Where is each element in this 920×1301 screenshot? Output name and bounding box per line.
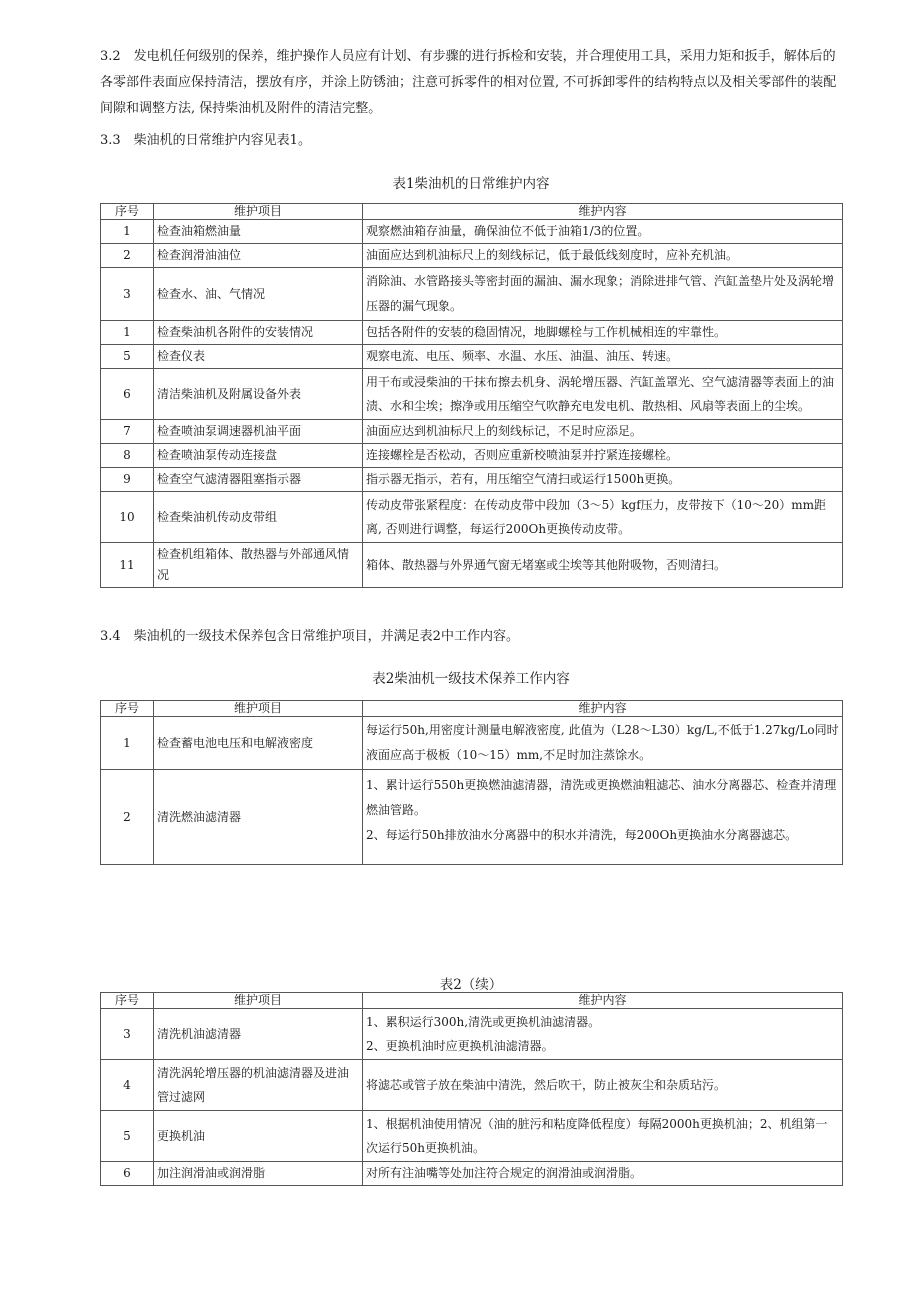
row-item: 清洗燃油滤清器 [154, 770, 363, 865]
row-item: 检查油箱燃油量 [154, 220, 363, 244]
row-item: 检查润滑油油位 [154, 244, 363, 268]
header-content: 维护内容 [363, 993, 843, 1009]
row-content: 指示器无指示，若有，用压缩空气清扫或运行1500h更换。 [363, 468, 843, 492]
table-header-row [101, 204, 843, 220]
row-content: 连接螺栓是否松动，否则应重新校喷油泵并拧紧连接螺栓。 [363, 444, 843, 468]
row-no: 8 [101, 444, 154, 468]
row-item: 更换机油 [154, 1111, 363, 1162]
row-content: 观察电流、电压、频率、水温、水压、油温、油压、转速。 [363, 345, 843, 369]
table-row [101, 1060, 843, 1111]
header-no: 序号 [101, 204, 154, 220]
table-row [101, 345, 843, 369]
row-content: 传动皮带张紧程度：在传动皮带中段加（3～5）kgf压力，皮带按下（10～20）mm距离, 否则进行调整，每运行200Oh更换传动皮带。 [363, 492, 843, 543]
row-no: 3 [101, 1009, 154, 1060]
paragraph-3-4: 3.4 柴油机的一级技术保养包含日常维护项目，并满足表2中工作内容。 [100, 629, 519, 644]
row-no: 9 [101, 468, 154, 492]
row-no: 4 [101, 1060, 154, 1111]
header-item: 维护项目 [154, 993, 363, 1009]
row-content [363, 1009, 843, 1060]
content-line: 2、每运行50h排放油水分离器中的积水并清洗，每200Oh更换油水分离器滤芯。 [366, 828, 798, 842]
row-content: 包括各附件的安装的稳固情况，地脚螺栓与工作机械相连的牢靠性。 [363, 321, 843, 345]
row-content: 对所有注油嘴等处加注符合规定的润滑油或润滑脂。 [363, 1162, 843, 1186]
row-item: 加注润滑油或润滑脂 [154, 1162, 363, 1186]
row-item: 清洁柴油机及附属设备外表 [154, 369, 363, 420]
table-row [101, 492, 843, 543]
row-item: 检查机组箱体、散热器与外部通风情况 [154, 543, 363, 588]
header-item: 维护项目 [154, 204, 363, 220]
header-no: 序号 [101, 993, 154, 1009]
table-row [101, 244, 843, 268]
table-row [101, 543, 843, 588]
row-no: 10 [101, 492, 154, 543]
row-content: 每运行50h,用密度计测量电解液密度, 此值为（L28～L30）kg/L,不低于1.27kg/Lo同时液面应高于极板（10～15）mm,不足时加注蒸馀水。 [363, 717, 843, 770]
row-item: 检查柴油机各附件的安装情况 [154, 321, 363, 345]
row-item: 清洗涡轮增压器的机油滤清器及进油管过滤网 [154, 1060, 363, 1111]
row-item: 检查仪表 [154, 345, 363, 369]
table-row [101, 321, 843, 345]
row-content: 消除油、水管路接头等密封面的漏油、漏水现象；消除进排气管、汽缸盖垫片处及涡轮增压器的漏气现象。 [363, 268, 843, 321]
table-row [101, 369, 843, 420]
table2-caption: 表2柴油机一级技术保养工作内容 [372, 671, 570, 687]
row-item: 清洗机油滤清器 [154, 1009, 363, 1060]
row-item: 检查喷油泵调速器机油平面 [154, 420, 363, 444]
row-no: 5 [101, 1111, 154, 1162]
row-item: 检查水、油、气情况 [154, 268, 363, 321]
table-header-row [101, 993, 843, 1009]
row-item: 检查蓄电池电压和电解液密度 [154, 717, 363, 770]
row-content: 用干布或浸柴油的干抹布擦去机身、涡轮增压器、汽缸盖罩光、空气滤清器等表面上的油渍、水和尘埃；擦净或用压缩空气吹静充电发电机、散热相、风扇等表面上的尘埃。 [363, 369, 843, 420]
table-row [101, 770, 843, 865]
table-row [101, 717, 843, 770]
row-item: 检查空气滤清器阻塞指示器 [154, 468, 363, 492]
table-row [101, 468, 843, 492]
header-no: 序号 [101, 701, 154, 717]
content-line: 1、累积运行300h,清洗或更换机油滤清器。 [366, 1015, 601, 1029]
paragraph-3-2: 3.2 发电机任何级别的保养，维护操作人员应有计划、有步骤的进行拆检和安装，并合理使用工具，采用力矩和扳手，解体后的各零部件表面应保持清洁，摆放有序，并涂上防锈油；注意可拆零件的相对位置, 不可拆卸零件的结构特点以及相关零部件的装配间隙和调整方法, 保持柴油机及附件的清洁完整。 [100, 49, 837, 116]
table2-first-level-maintenance [100, 700, 843, 865]
row-no: 1 [101, 321, 154, 345]
content-line: 2、更换机油时应更换机油滤清器。 [366, 1039, 554, 1053]
paragraph-3-3: 3.3 柴油机的日常维护内容见表1。 [100, 133, 311, 148]
header-content: 维护内容 [363, 204, 843, 220]
table-row [101, 1111, 843, 1162]
content-line: 1、累计运行550h更换燃油滤清器，清洗或更换燃油粗滤芯、油水分离器芯、检查并清理燃油管路。 [366, 778, 837, 817]
row-no: 3 [101, 268, 154, 321]
row-no: 2 [101, 770, 154, 865]
row-no: 5 [101, 345, 154, 369]
header-item: 维护项目 [154, 701, 363, 717]
table1-caption: 表1柴油机的日常维护内容 [392, 176, 550, 192]
table-row [101, 420, 843, 444]
row-content: 将滤芯或管子放在柴油中清洗，然后吹干，防止被灰尘和杂质玷污。 [363, 1060, 843, 1111]
row-content: 观察燃油箱存油量，确保油位不低于油箱1/3的位置。 [363, 220, 843, 244]
table2-continued [100, 992, 843, 1186]
row-no: 2 [101, 244, 154, 268]
row-no: 1 [101, 717, 154, 770]
table2-continued-caption: 表2（续） [439, 977, 503, 993]
table-row [101, 1009, 843, 1060]
table-row [101, 220, 843, 244]
row-content: 箱体、散热器与外界通气窗无堵塞或尘埃等其他附吸物，否则清扫。 [363, 543, 843, 588]
row-content: 1、根据机油使用情况（油的脏污和粘度降低程度）每隔2000h更换机油；2、机组第一次运行50h更换机油。 [363, 1111, 843, 1162]
row-item: 检查柴油机传动皮带组 [154, 492, 363, 543]
row-item: 检查喷油泵传动连接盘 [154, 444, 363, 468]
table-row [101, 444, 843, 468]
header-content: 维护内容 [363, 701, 843, 717]
row-no: 11 [101, 543, 154, 588]
row-no: 7 [101, 420, 154, 444]
row-no: 1 [101, 220, 154, 244]
table-row [101, 268, 843, 321]
table1-daily-maintenance [100, 203, 843, 588]
table-row [101, 1162, 843, 1186]
row-content [363, 770, 843, 865]
row-no: 6 [101, 369, 154, 420]
table-header-row [101, 701, 843, 717]
row-no: 6 [101, 1162, 154, 1186]
row-content: 油面应达到机油标尺上的刻线标记，低于最低线刻度时，应补充机油。 [363, 244, 843, 268]
row-content: 油面应达到机油标尺上的刻线标记，不足时应添足。 [363, 420, 843, 444]
